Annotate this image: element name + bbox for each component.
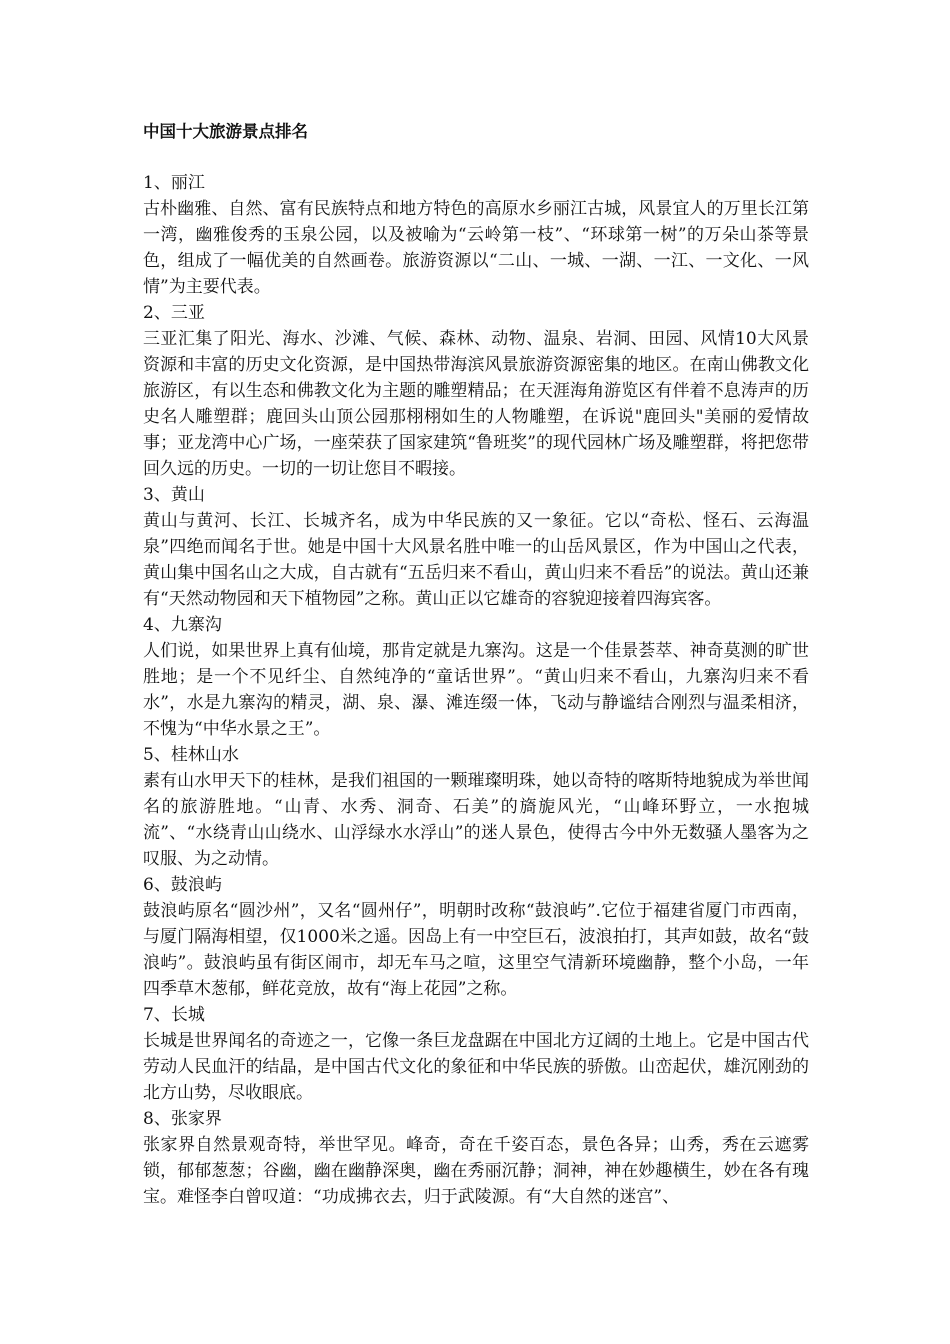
section-heading: 8、张家界: [143, 1109, 222, 1129]
section: [143, 612, 809, 742]
section: [143, 742, 809, 872]
section-body: 古朴幽雅、自然、富有民族特点和地方特色的高原水乡丽江古城，风景宜人的万里长江第一湾，幽雅俊秀的玉泉公园，以及被喻为“云岭第一枝”、“环球第一树”的万朵山茶等景色，组成了一幅优美的自然画卷。旅游资源以“二山、一城、一湖、一江、一文化、一风情”为主要代表。: [143, 199, 809, 297]
section: [143, 1002, 809, 1106]
section-heading: 7、长城: [143, 1005, 205, 1025]
section: [143, 170, 809, 300]
section-body: 长城是世界闻名的奇迹之一，它像一条巨龙盘踞在中国北方辽阔的土地上。它是中国古代劳动人民血汗的结晶，是中国古代文化的象征和中华民族的骄傲。山峦起伏，雄沉刚劲的北方山势，尽收眼底。: [143, 1031, 809, 1103]
section-body: 三亚汇集了阳光、海水、沙滩、气候、森林、动物、温泉、岩洞、田园、风情10大风景资源和丰富的历史文化资源，是中国热带海滨风景旅游资源密集的地区。在南山佛教文化旅游区，有以生态和佛教文化为主题的雕塑精品；在天涯海角游览区有伴着不息涛声的历史名人雕塑群；鹿回头山顶公园那栩栩如生的人物雕塑，在诉说"鹿回头"美丽的爱情故事；亚龙湾中心广场，一座荣获了国家建筑“鲁班奖”的现代园林广场及雕塑群，将把您带回久远的历史。一切的一切让您目不暇接。: [143, 329, 809, 479]
section: [143, 1106, 809, 1210]
section-heading: 1、丽江: [143, 173, 205, 193]
section: [143, 872, 809, 1002]
section-heading: 6、鼓浪屿: [143, 875, 222, 895]
section-heading: 5、桂林山水: [143, 745, 239, 765]
section: [143, 300, 809, 482]
section-heading: 3、黄山: [143, 485, 205, 505]
section-heading: 4、九寨沟: [143, 615, 222, 635]
section-body: 素有山水甲天下的桂林，是我们祖国的一颗璀璨明珠，她以奇特的喀斯特地貌成为举世闻名的旅游胜地。“山青、水秀、洞奇、石美”的旖旎风光，“山峰环野立，一水抱城流”、“水绕青山山绕水、山浮绿水水浮山”的迷人景色，使得古今中外无数骚人墨客为之叹服、为之动情。: [143, 771, 809, 869]
section-body: 人们说，如果世界上真有仙境，那肯定就是九寨沟。这是一个佳景荟萃、神奇莫测的旷世胜地；是一个不见纤尘、自然纯净的“童话世界”。“黄山归来不看山，九寨沟归来不看水”，水是九寨沟的精灵，湖、泉、瀑、滩连缀一体，飞动与静谧结合刚烈与温柔相济，不愧为“中华水景之王”。: [143, 641, 809, 739]
section-heading: 2、三亚: [143, 303, 205, 323]
section: [143, 482, 809, 612]
document-title: 中国十大旅游景点排名: [143, 122, 308, 141]
section-body: 张家界自然景观奇特，举世罕见。峰奇，奇在千姿百态，景色各异；山秀，秀在云遮雾锁，郁郁葱葱；谷幽，幽在幽静深奥，幽在秀丽沉静；洞神，神在妙趣横生，妙在各有瑰宝。难怪李白曾叹道：“功成拂衣去，归于武陵源。有“大自然的迷宫”、: [143, 1135, 809, 1207]
section-body: 鼓浪屿原名“圆沙州”，又名“圆州仔”，明朝时改称“鼓浪屿”.它位于福建省厦门市西南，与厦门隔海相望，仅1000米之遥。因岛上有一中空巨石，波浪拍打，其声如鼓，故名“鼓浪屿”。鼓浪屿虽有街区闹市，却无车马之喧，这里空气清新环境幽静，整个小岛，一年四季草木葱郁，鲜花竞放，故有“海上花园”之称。: [143, 901, 809, 999]
section-body: 黄山与黄河、长江、长城齐名，成为中华民族的又一象征。它以“奇松、怪石、云海温泉”四绝而闻名于世。她是中国十大风景名胜中唯一的山岳风景区，作为中国山之代表，黄山集中国名山之大成，自古就有“五岳归来不看山，黄山归来不看岳”的说法。黄山还兼有“天然动物园和天下植物园”之称。黄山正以它雄奇的容貌迎接着四海宾客。: [143, 511, 809, 609]
document-page: [143, 120, 809, 1210]
